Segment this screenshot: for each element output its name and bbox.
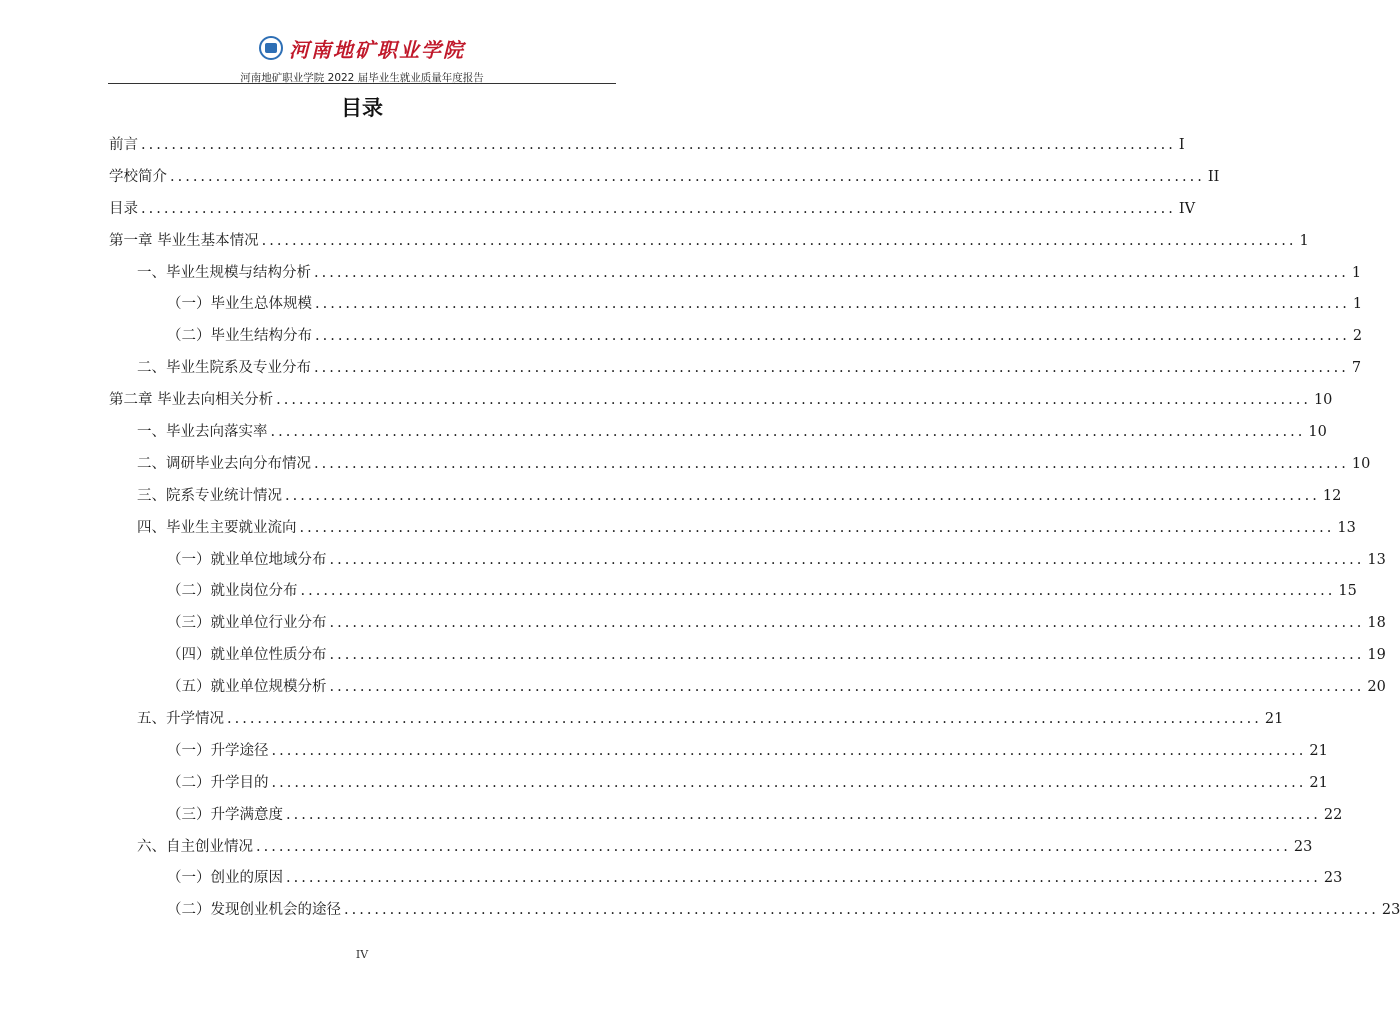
toc-entry-label: 前言: [109, 137, 138, 153]
logo-text: 河南地矿职业学院: [289, 37, 465, 62]
toc-entry-page: I: [1178, 137, 1185, 153]
toc-leader-dots: ........................................................................................................................................: [271, 742, 1307, 759]
toc-entry-section[interactable]: [109, 707, 1284, 739]
report-subtitle: 河南地矿职业学院 2022 届毕业生就业质量年度报告: [240, 72, 484, 84]
toc-entry-label: 学校简介: [109, 168, 167, 185]
toc-entry-section[interactable]: [109, 835, 1313, 867]
school-logo: [108, 30, 616, 66]
toc-entry-page: 23: [1381, 902, 1400, 919]
toc-entry-subsection[interactable]: [109, 803, 1343, 835]
toc-entry-subsection[interactable]: [109, 579, 1357, 611]
toc-leader-dots: ........................................................................................................................................: [314, 264, 1349, 281]
toc-leader-dots: ........................................................................................................................................: [314, 360, 1349, 377]
toc-leader-dots: ........................................................................................................................................: [329, 551, 1365, 568]
toc-entry-page: 10: [1351, 455, 1371, 472]
toc-leader-dots: ........................................................................................................................................: [329, 647, 1365, 664]
toc-entry-subsection[interactable]: [109, 866, 1343, 898]
toc-entry-section[interactable]: [109, 516, 1356, 548]
toc-entry-label: （三）就业单位行业分布: [167, 615, 327, 632]
toc-entry-page: 2: [1352, 328, 1363, 345]
school-seal-icon: [259, 36, 283, 60]
toc-entry-label: （二）毕业生结构分布: [167, 328, 312, 345]
toc-entry-label: （一）创业的原因: [167, 870, 283, 887]
toc-entry-page: 22: [1323, 806, 1343, 823]
toc-entry-label: （二）就业岗位分布: [167, 583, 298, 600]
toc-entry-section[interactable]: [109, 420, 1327, 452]
toc-entry-subsection[interactable]: [109, 771, 1328, 803]
toc-entry-page: 18: [1367, 615, 1386, 632]
toc-entry-subsection[interactable]: [109, 898, 1400, 930]
toc-entry-subsection[interactable]: [109, 675, 1386, 707]
toc-entry-page: 13: [1367, 551, 1386, 568]
toc-entry-page: 12: [1322, 487, 1342, 504]
toc-entry-label: （一）毕业生总体规模: [167, 296, 312, 313]
toc-entry-label: 第一章 毕业生基本情况: [109, 232, 259, 249]
toc-leader-dots: ........................................................................................................................................: [141, 137, 1176, 153]
toc-entry-subsection[interactable]: [109, 548, 1386, 580]
toc-entry-chapter-1[interactable]: [109, 229, 1309, 261]
toc-entry-label: （三）升学满意度: [167, 806, 283, 823]
toc-leader-dots: ........................................................................................................................................: [141, 200, 1176, 217]
toc-leader-dots: ........................................................................................................................................: [315, 296, 1350, 313]
toc-leader-dots: ........................................................................................................................................: [329, 615, 1365, 632]
toc-leader-dots: ........................................................................................................................................: [314, 455, 1349, 472]
toc-leader-dots: ........................................................................................................................................: [270, 424, 1306, 441]
toc-leader-dots: ........................................................................................................................................: [276, 392, 1311, 409]
page-header: [108, 30, 616, 85]
toc-leader-dots: ........................................................................................................................................: [315, 328, 1350, 345]
toc-entry-label: （一）升学途径: [167, 742, 269, 759]
toc-entry-subsection[interactable]: [109, 611, 1386, 643]
toc-entry-label: （一）就业单位地域分布: [167, 551, 327, 568]
toc-entry-subsection[interactable]: [109, 292, 1363, 324]
toc-entry-page: 1: [1352, 296, 1363, 313]
toc-entry-page: 21: [1309, 742, 1328, 759]
page-number: IV: [355, 948, 369, 961]
toc-leader-dots: ........................................................................................................................................: [344, 902, 1379, 919]
toc-entry-label: 二、调研毕业去向分布情况: [137, 455, 311, 472]
toc-entry-label: （二）发现创业机会的途径: [167, 902, 341, 919]
toc-entry-school-intro[interactable]: [109, 165, 1220, 197]
toc-leader-dots: ........................................................................................................................................: [170, 168, 1205, 185]
table-of-contents: [109, 133, 1400, 930]
toc-entry-page: 21: [1264, 711, 1284, 728]
toc-entry-label: （四）就业单位性质分布: [167, 647, 327, 664]
toc-entry-label: 五、升学情况: [137, 711, 224, 728]
toc-entry-page: 1: [1351, 264, 1362, 281]
toc-entry-section[interactable]: [109, 452, 1371, 484]
toc-leader-dots: ........................................................................................................................................: [286, 870, 1321, 887]
toc-entry-label: 一、毕业去向落实率: [137, 424, 268, 441]
toc-entry-page: 1: [1299, 232, 1309, 249]
toc-entry-section[interactable]: [109, 484, 1342, 516]
toc-entry-page: 20: [1367, 679, 1386, 696]
toc-leader-dots: ........................................................................................................................................: [300, 583, 1336, 600]
toc-leader-dots: ........................................................................................................................................: [285, 487, 1320, 504]
toc-entry-subsection[interactable]: [109, 739, 1328, 771]
toc-entry-label: 三、院系专业统计情况: [137, 487, 282, 504]
toc-leader-dots: ........................................................................................................................................: [271, 774, 1307, 791]
toc-entry-label: 四、毕业生主要就业流向: [137, 519, 297, 536]
toc-entry-subsection[interactable]: [109, 643, 1386, 675]
toc-entry-page: 10: [1308, 424, 1327, 441]
toc-leader-dots: ........................................................................................................................................: [261, 232, 1297, 249]
toc-entry-page: 10: [1313, 392, 1333, 409]
toc-entry-label: 六、自主创业情况: [137, 838, 253, 855]
toc-leader-dots: ........................................................................................................................................: [299, 519, 1335, 536]
header-divider: [108, 83, 616, 84]
toc-entry-page: 23: [1323, 870, 1343, 887]
toc-entry-label: 一、毕业生规模与结构分析: [137, 264, 311, 281]
toc-entry-page: II: [1207, 168, 1220, 185]
toc-entry-label: 目录: [109, 200, 138, 217]
toc-entry-page: IV: [1178, 200, 1196, 217]
toc-entry-page: 23: [1293, 838, 1313, 855]
toc-entry-page: 21: [1309, 774, 1328, 791]
toc-leader-dots: ........................................................................................................................................: [227, 711, 1262, 728]
toc-entry-page: 13: [1337, 519, 1356, 536]
toc-entry-page: 19: [1367, 647, 1386, 664]
toc-leader-dots: ........................................................................................................................................: [286, 806, 1321, 823]
toc-entry-label: （二）升学目的: [167, 774, 269, 791]
toc-entry-section[interactable]: [109, 356, 1362, 388]
toc-entry-label: （五）就业单位规模分析: [167, 679, 327, 696]
toc-entry-section[interactable]: [109, 261, 1362, 293]
toc-entry-subsection[interactable]: [109, 324, 1363, 356]
toc-entry-label: 二、毕业生院系及专业分布: [137, 360, 311, 377]
toc-leader-dots: ........................................................................................................................................: [329, 679, 1365, 696]
toc-entry-page: 15: [1338, 583, 1357, 600]
page-title: 目录: [341, 96, 383, 120]
toc-entry-contents[interactable]: [109, 197, 1196, 229]
toc-entry-label: 第二章 毕业去向相关分析: [109, 392, 274, 409]
toc-leader-dots: ........................................................................................................................................: [256, 838, 1291, 855]
toc-entry-chapter-2[interactable]: [109, 388, 1333, 420]
toc-entry-page: 7: [1351, 360, 1362, 377]
toc-entry-preface[interactable]: [109, 133, 1185, 165]
